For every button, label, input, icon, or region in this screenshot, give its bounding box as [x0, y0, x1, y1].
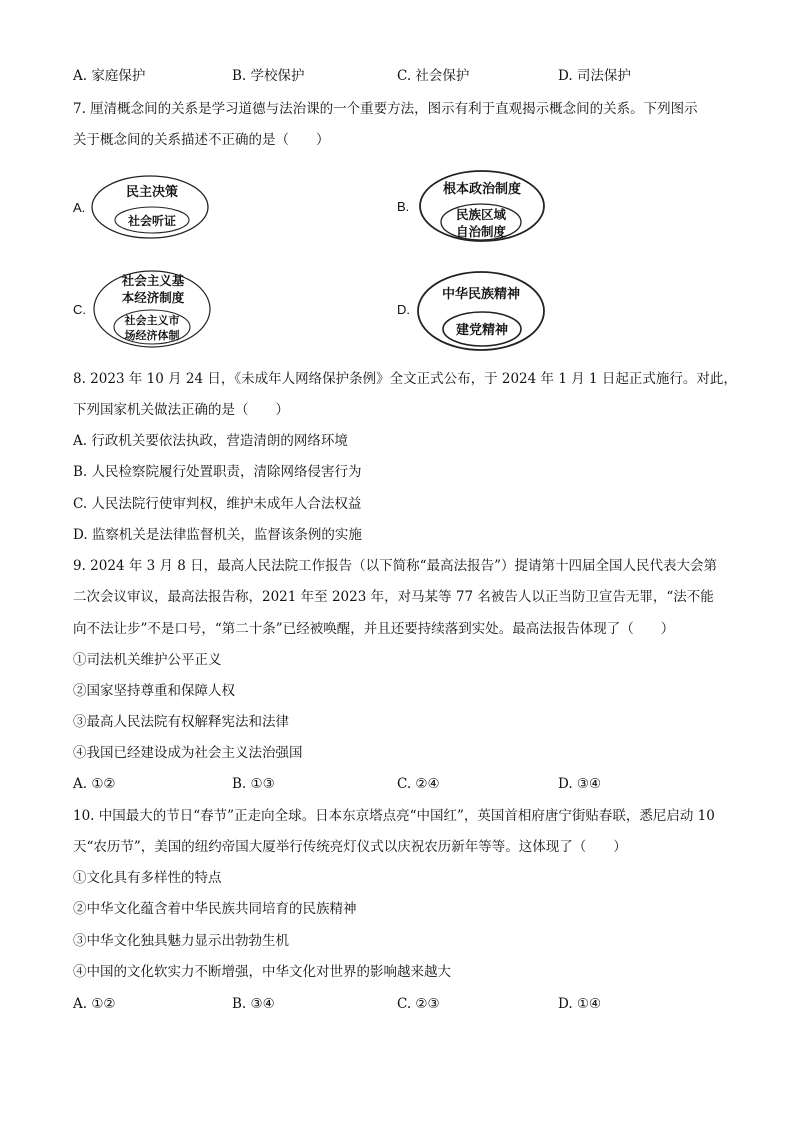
q9-statement-3: ③最高人民法院有权解释宪法和法律 — [73, 714, 289, 730]
q8-stem-line-1: 8. 2023 年 10 月 24 日，《未成年人网络保护条例》全文正式公布，于 2024 年 1 月 1 日起正式施行。对此， — [73, 371, 737, 387]
q9-option-d: D. ③④ — [558, 776, 602, 792]
diagram-d-outer-text: 中华民族精神 — [441, 287, 521, 302]
diagram-c-outer-text-2: 本经济制度 — [121, 290, 185, 305]
q10-option-b: B. ③④ — [232, 996, 275, 1012]
q10-statement-4: ④中国的文化软实力不断增强，中华文化对世界的影响越来越大 — [73, 964, 451, 980]
diagram-b-inner-text-2: 自治制度 — [455, 224, 507, 239]
diagram-c-inner-text-1: 社会主义市 — [124, 314, 180, 327]
diagram-a-inner-text: 社会听证 — [127, 214, 177, 228]
diagram-d-label: D. — [397, 302, 410, 317]
q10-option-a: A. ①② — [73, 996, 116, 1012]
diagram-c-inner-text-2: 场经济体制 — [124, 329, 180, 342]
q9-stem-line-3: 向不法让步”不是口号，“第二十条”已经被唤醒，并且还要持续落到实处。最高法报告体现了（ ） — [73, 621, 675, 637]
q9-stem-line-2: 二次会议审议，最高法报告称，2021 年至 2023 年，对马某等 77 名被告人以正当防卫宣告无罪，“法不能 — [73, 589, 714, 605]
q9-option-b: B. ①③ — [232, 776, 275, 792]
q10-statement-1: ①文化具有多样性的特点 — [73, 870, 222, 886]
q8-choice-c: C. 人民法院行使审判权，维护未成年人合法权益 — [73, 496, 362, 512]
q10-stem-line-1: 10. 中国最大的节日“春节”正走向全球。日本东京塔点亮“中国红”，英国首相府唐宁街贴春联，悉尼启动 10 — [73, 808, 715, 824]
q10-statement-3: ③中华文化独具魅力显示出勃勃生机 — [73, 933, 289, 949]
q7-stem-line-1: 7. 厘清概念间的关系是学习道德与法治课的一个重要方法，图示有利于直观揭示概念间的关系。下列图示 — [73, 101, 698, 117]
q6-option-d: D. 司法保护 — [558, 68, 631, 84]
q9-option-c: C. ②④ — [397, 776, 440, 792]
q8-choice-d: D. 监察机关是法律监督机关，监督该条例的实施 — [73, 527, 362, 543]
diagram-b-outer-text: 根本政治制度 — [442, 182, 522, 197]
q9-statement-4: ④我国已经建设成为社会主义法治强国 — [73, 745, 303, 761]
diagram-a-label: A. — [73, 200, 86, 215]
q6-option-b: B. 学校保护 — [232, 68, 305, 84]
q8-choice-b: B. 人民检察院履行处置职责，清除网络侵害行为 — [73, 464, 362, 480]
diagram-a — [88, 172, 218, 244]
q9-statement-1: ①司法机关维护公平正义 — [73, 652, 222, 668]
q10-statement-2: ②中华文化蕴含着中华民族共同培育的民族精神 — [73, 901, 357, 917]
q10-option-c: C. ②③ — [397, 996, 440, 1012]
diagram-a-outer-text: 民主决策 — [125, 185, 179, 200]
diagram-c-outer-text-1: 社会主义基 — [121, 273, 185, 288]
diagram-b-inner-text-1: 民族区域 — [455, 207, 507, 222]
diagram-d — [412, 268, 552, 356]
q10-stem-line-2: 天“农历节”，美国的纽约帝国大厦举行传统亮灯仪式以庆祝农历新年等等。这体现了（ ） — [73, 839, 627, 855]
q6-option-a: A. 家庭保护 — [73, 68, 146, 84]
q10-option-d: D. ①④ — [558, 996, 602, 1012]
q9-stem-line-1: 9. 2024 年 3 月 8 日，最高人民法院工作报告（以下简称“最高法报告”）提请第十四届全国人民代表大会第 — [73, 558, 717, 574]
diagram-d-inner-text: 建党精神 — [455, 323, 509, 338]
q9-option-a: A. ①② — [73, 776, 116, 792]
diagram-b-label: B. — [397, 199, 410, 214]
q8-choice-a: A. 行政机关要依法执政，营造清朗的网络环境 — [73, 433, 348, 449]
q8-stem-line-2: 下列国家机关做法正确的是（ ） — [73, 402, 289, 418]
diagram-c-label: C. — [73, 302, 86, 317]
diagram-b — [412, 168, 548, 248]
diagram-c — [88, 267, 216, 351]
q7-stem-line-2: 关于概念间的关系描述不正确的是（ ） — [73, 132, 330, 148]
q9-statement-2: ②国家坚持尊重和保障人权 — [73, 683, 235, 699]
q6-option-c: C. 社会保护 — [397, 68, 470, 84]
diagram-d-outer-ellipse — [418, 272, 544, 350]
